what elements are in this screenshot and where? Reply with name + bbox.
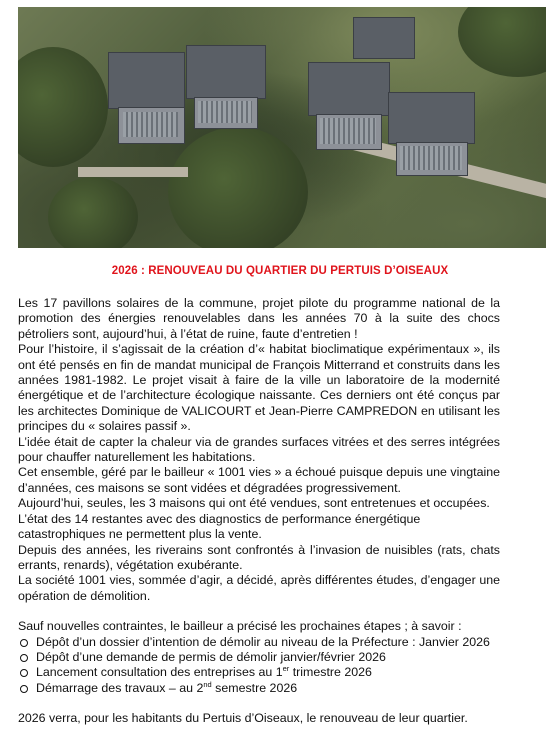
step-text: Dépôt d’une demande de permis de démolir janvier/février 2026: [36, 649, 386, 664]
list-item: [18, 681, 500, 696]
step-text: Dépôt d’un dossier d’intention de démolir au niveau de la Préfecture : Janvier 2026: [36, 634, 490, 649]
ordinal-suffix: nd: [203, 679, 212, 689]
closing-paragraph: 2026 verra, pour les habitants du Pertuis d’Oiseaux, le renouveau de leur quartier.: [18, 711, 468, 726]
step-text: trimestre 2026: [289, 665, 372, 680]
paragraph: Pour l’histoire, il s’agissait de la création d’« habitat bioclimatique expérimentaux », ils ont été pensés en fin de mandat municipal de François Mitterrand et construits dans les années 1981-1982. Le projet visait à faire de la ville un laboratoire de la modernité énergétique et de l’architecture écologique naissante. Ces derniers ont été conçus par les architectes Dominique de VALICOURT et Jean-Pierre CAMPREDON en utilisant les principes du « solaires passif ».: [18, 342, 500, 434]
article-title: 2026 : RENOUVEAU DU QUARTIER DU PERTUIS D’OISEAUX: [111, 265, 449, 277]
list-item: [18, 650, 500, 665]
list-item: [18, 635, 500, 650]
paragraph: Aujourd’hui, seules, les 3 maisons qui ont été vendues, sont entretenues et occupées.: [18, 496, 490, 511]
step-text: semestre 2026: [211, 680, 298, 695]
list-item: [18, 665, 500, 680]
paragraph: Les 17 pavillons solaires de la commune, projet pilote du programme national de la promotion des énergies renouvelables dans les années 70 à la suite des chocs pétroliers sont, aujourd’hui, à l’état de ruine, faute d’entretien !: [18, 296, 500, 341]
step-text: Démarrage des travaux – au 2: [36, 680, 204, 695]
paragraph: L’idée était de capter la chaleur via de grandes surfaces vitrées et des serres intégrées pour chauffer naturellement les habitations.: [18, 434, 500, 465]
article-body: [18, 296, 500, 727]
aerial-photo: [18, 7, 546, 248]
steps-intro: Sauf nouvelles contraintes, le bailleur a précisé les prochaines étapes ; à savoir :: [18, 619, 462, 634]
ordinal-suffix: er: [282, 664, 290, 674]
paragraph: L’état des 14 restantes avec des diagnostics de performance énergétique catastrophiques ne permettent plus la vente.: [18, 511, 421, 542]
paragraph: La société 1001 vies, sommée d’agir, a décidé, après différentes études, d’engager une opération de démolition.: [18, 573, 500, 603]
step-text: Lancement consultation des entreprises au 1: [36, 665, 283, 680]
spacer: [18, 696, 500, 711]
steps-list: [18, 635, 500, 697]
paragraph: Depuis des années, les riverains sont confrontés à l’invasion de nuisibles (rats, chats errants, renards), végétation exubérante.: [18, 542, 500, 572]
paragraph: Cet ensemble, géré par le bailleur « 1001 vies » a échoué puisque depuis une vingtaine d’années, ces maisons se sont vidées et dégradées progressivement.: [18, 465, 500, 495]
spacer: [18, 604, 500, 619]
